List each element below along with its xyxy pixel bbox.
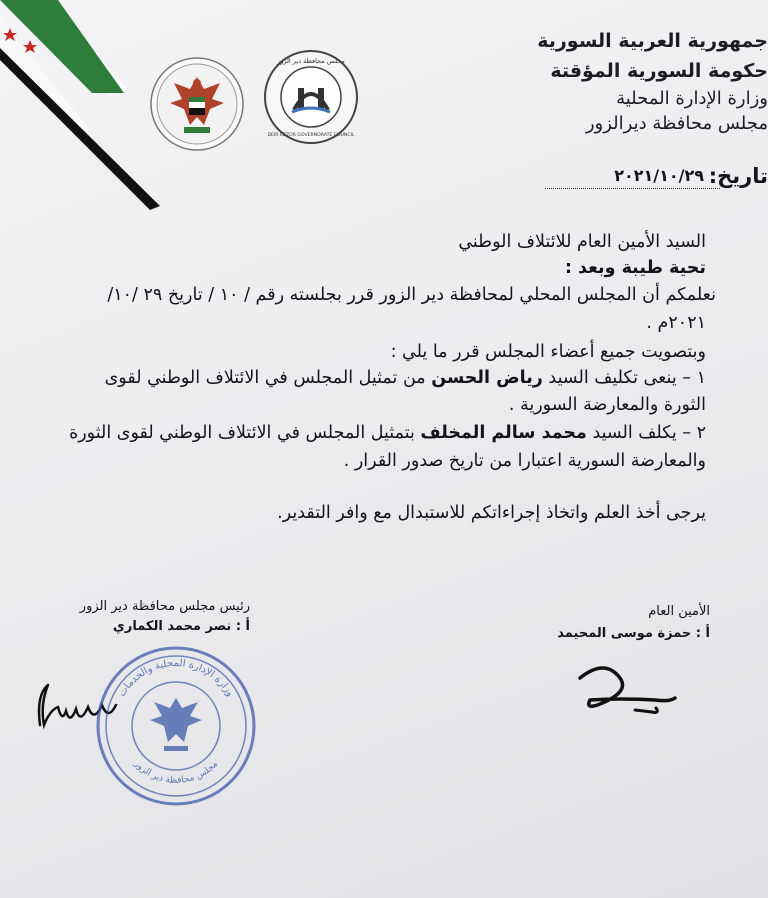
- item-1-prefix: ١ – ينعى تكليف السيد: [542, 368, 706, 388]
- stamp-ring-text: وزارة الإدارة المحلية والخدمات: [116, 657, 236, 699]
- item-2-prefix: ٢ – يكلف السيد: [586, 423, 706, 443]
- intro-line-1: نعلمكم أن المجلس المحلي لمحافظة دير الزور قرر بجلسته رقم / ١٠ / تاريخ ٢٩ /١٠/: [107, 285, 716, 305]
- logo-ring-text-en: DEIR EZZOR GOVERNORATE COUNCIL: [267, 133, 355, 138]
- vote-line: وبتصويت جميع أعضاء المجلس قرر ما يلي :: [390, 342, 706, 362]
- date-dotted-line: [545, 188, 720, 189]
- item-1-line-2: الثورة والمعارضة السورية .: [508, 395, 706, 415]
- closing-line: يرجى أخذ العلم واتخاذ إجراءاتكم للاستبدال مع وافر التقدير.: [277, 503, 706, 523]
- date-value: ٢٠٢١/١٠/٢٩: [614, 166, 704, 185]
- date-label: تاريخ:: [708, 164, 768, 188]
- official-stamp: [92, 642, 260, 810]
- item-2-line-1: [69, 423, 706, 443]
- item-2-suffix: بتمثيل المجلس في الائتلاف الوطني لقوى الثورة: [69, 423, 421, 443]
- eagle-emblem: [148, 55, 246, 157]
- secretary-name: أ : حمزة موسى المحيمد: [557, 626, 710, 641]
- president-title: رئيس مجلس محافظة دير الزور: [79, 599, 250, 614]
- recipient-line: السيد الأمين العام للائتلاف الوطني: [458, 232, 706, 252]
- secretary-title: الأمين العام: [648, 604, 710, 619]
- header-council: مجلس محافظة ديرالزور: [585, 113, 768, 134]
- president-name: أ : نصر محمد الكماري: [112, 619, 250, 634]
- svg-text:وزارة الإدارة المحلية والخدمات: [117, 658, 236, 699]
- header-government: حكومة السورية المؤقتة: [550, 60, 768, 82]
- secretary-signature: [560, 660, 700, 720]
- item-2-name: محمد سالم المخلف: [420, 423, 587, 443]
- council-logo: [262, 48, 360, 150]
- header-country: جمهورية العربية السورية: [537, 30, 768, 52]
- item-1-suffix: من تمثيل المجلس في الائتلاف الوطني لقوى: [104, 368, 432, 388]
- stamp-bottom-text: مجلس محافظة دير الزور: [132, 759, 220, 786]
- stamp-eagle-icon: [150, 698, 202, 751]
- item-1-line-1: [105, 368, 706, 388]
- header-ministry: وزارة الإدارة المحلية: [616, 88, 768, 109]
- item-2-line-2: والمعارضة السورية اعتبارا من تاريخ صدور القرار .: [343, 451, 706, 471]
- svg-text:مجلس محافظة دير الزور: [131, 759, 220, 786]
- item-1-name: رياض الحسن: [431, 368, 543, 388]
- intro-line-2: ٢٠٢١م .: [646, 313, 706, 333]
- greeting-line: تحية طيبة وبعد :: [564, 258, 706, 278]
- logo-ring-text: مجلس محافظة دير الزور: [277, 57, 345, 65]
